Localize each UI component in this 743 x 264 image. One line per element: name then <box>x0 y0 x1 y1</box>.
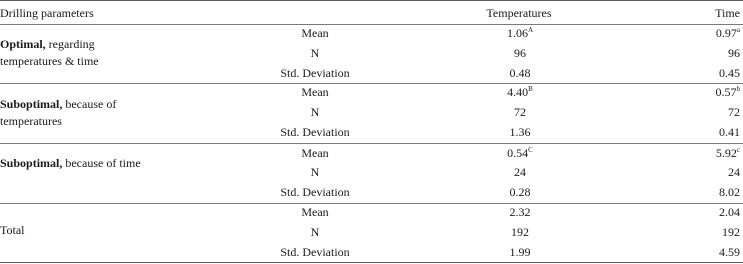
temp-value: 192 <box>511 225 529 239</box>
group-label-total: Total <box>0 223 25 237</box>
header-time: Time <box>715 6 740 20</box>
time-value: 0.57$^b$ <box>715 85 740 99</box>
time-value: 0.97$^a$ <box>715 26 740 40</box>
time-value: 72 <box>728 105 740 119</box>
time-value: 8.02 <box>719 185 740 199</box>
temp-value: 72 <box>514 105 526 119</box>
stat-label: N <box>310 225 320 239</box>
stat-label: Std. Deviation <box>280 245 350 259</box>
stat-label: Std. Deviation <box>280 66 350 80</box>
temp-value: $1.06^A$ <box>506 26 534 40</box>
time-value: 5.92$^c$ <box>715 146 740 160</box>
stat-label: Mean <box>301 146 329 160</box>
stat-label: Mean <box>301 85 329 99</box>
temp-value: 0.28 <box>509 185 531 199</box>
time-value: 24 <box>728 165 740 179</box>
temp-value: 2.32 <box>509 205 531 219</box>
stat-label: Mean <box>301 205 329 219</box>
group-label-optimal: Optimal, regarding temperatures & time <box>0 37 99 68</box>
temp-value: 1.36 <box>509 125 531 139</box>
temp-value: 24 <box>514 165 526 179</box>
stat-label: Std. Deviation <box>280 185 350 199</box>
time-value: 96 <box>728 46 740 60</box>
time-value: 192 <box>722 225 740 239</box>
time-value: 0.41 <box>719 125 740 139</box>
top-rule <box>0 0 743 1</box>
temp-value: 96 <box>514 46 526 60</box>
header-temperatures: Temperatures <box>486 6 552 20</box>
bottom-rule <box>0 262 743 263</box>
time-value: 4.59 <box>719 245 740 259</box>
group-label-suboptimal-time: Suboptimal, because of time <box>0 156 141 170</box>
stat-label: N <box>310 105 320 119</box>
time-value: 2.04 <box>719 205 740 219</box>
stat-label: N <box>310 46 320 60</box>
temp-value: $4.40^B$ <box>507 85 533 99</box>
temp-value: 1.99 <box>509 245 531 259</box>
stat-label: Mean <box>301 26 329 40</box>
stat-label: N <box>310 165 320 179</box>
header-drilling-parameters: Drilling parameters <box>0 6 94 20</box>
time-value: 0.45 <box>719 66 740 80</box>
group-rule <box>0 143 743 144</box>
temp-value: 0.48 <box>509 66 531 80</box>
group-label-suboptimal-temperatures: Suboptimal, because of temperatures <box>0 97 117 128</box>
stat-label: Std. Deviation <box>280 125 350 139</box>
temp-value: $0.54^C$ <box>507 146 533 160</box>
